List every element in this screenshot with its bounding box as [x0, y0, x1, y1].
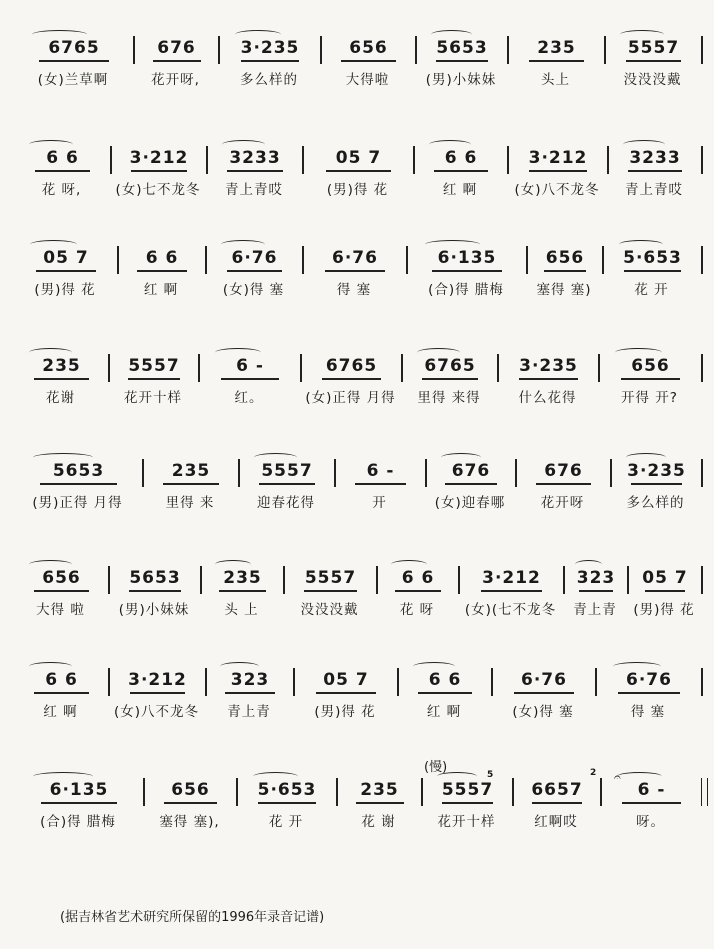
measure-lyric: (男)得 花	[314, 704, 376, 720]
barline	[598, 354, 600, 382]
beam-line	[432, 270, 502, 272]
beam-line	[35, 170, 91, 172]
barline	[302, 146, 304, 174]
measure-lyric: 花 谢	[361, 814, 396, 830]
barline	[491, 668, 493, 696]
measure-notes: 3233	[629, 148, 681, 168]
barline	[512, 778, 514, 806]
slur-mark	[29, 662, 72, 671]
beam-line	[645, 590, 686, 592]
measure-lyric: 里得 来得	[417, 390, 481, 406]
measure-lyric: 花开呀	[540, 495, 585, 511]
slur-mark	[29, 560, 72, 569]
beam-line	[445, 483, 496, 485]
slur-mark	[32, 30, 87, 39]
beam-line	[624, 270, 681, 272]
measure-lyric: 花 呀,	[41, 182, 82, 198]
beam-line	[325, 270, 385, 272]
measure-lyric: 头上	[541, 72, 570, 88]
source-note: (据吉林省艺术研究所保留的1996年录音记谱)	[60, 910, 325, 925]
measure-notes: 5557	[304, 568, 357, 588]
measure-lyric: 大得啦	[345, 72, 390, 88]
measure-notes: 235	[223, 568, 262, 588]
measure-notes: 6 -	[366, 461, 395, 481]
slur-mark	[33, 453, 93, 462]
beam-line	[131, 170, 186, 172]
measure-lyric: 多么样的	[240, 72, 298, 88]
beam-line	[221, 378, 280, 380]
lyrics-line	[0, 698, 714, 720]
beam-line	[622, 802, 680, 804]
barline	[627, 566, 629, 594]
measure-notes: 3233	[229, 148, 281, 168]
measure-lyric: (合)得 腊梅	[40, 814, 116, 830]
measure-lyric: 里得 来	[165, 495, 215, 511]
measure-lyric: 青上青哎	[225, 182, 283, 198]
measure-notes: 235	[42, 356, 81, 376]
barline	[600, 778, 602, 806]
measure-notes: 3·235	[519, 356, 578, 376]
measure-notes: 5653	[52, 461, 105, 481]
beam-line	[442, 802, 494, 804]
slur-mark	[431, 30, 472, 39]
measure-notes: 6 6	[145, 248, 179, 268]
measure-notes: 6 6	[444, 148, 478, 168]
beam-line	[529, 170, 587, 172]
measure-notes: 6·76	[231, 248, 278, 268]
barline	[205, 668, 207, 696]
barline	[200, 566, 202, 594]
beam-line	[628, 170, 682, 172]
barline	[604, 36, 606, 64]
measure-notes: 6 -	[236, 356, 264, 376]
measure-lyric: 头 上	[224, 602, 259, 618]
measure-notes: 323	[576, 568, 616, 588]
beam-line	[219, 590, 266, 592]
beam-line	[227, 170, 282, 172]
measure-lyric: 没没没戴	[623, 72, 682, 88]
measure-lyric: 塞得 塞),	[159, 814, 220, 830]
measure-notes: 6 -	[637, 780, 666, 800]
beam-line	[579, 590, 614, 592]
beam-line	[626, 60, 682, 62]
barline	[236, 778, 238, 806]
slur-mark	[222, 140, 265, 149]
measure-lyric: 花 开	[268, 814, 304, 830]
measure-notes: 5557	[441, 780, 494, 800]
measure-notes: 5557	[627, 38, 680, 58]
beam-line	[529, 60, 585, 62]
barline	[526, 246, 528, 274]
measure-notes: 3·212	[128, 670, 187, 690]
lyrics-line	[0, 384, 714, 406]
beam-line	[395, 590, 441, 592]
notes-line	[0, 664, 714, 698]
slur-mark	[215, 560, 252, 569]
barline	[595, 668, 597, 696]
measure-lyric: 什么花得	[518, 390, 577, 406]
measure-lyric: 多么样的	[626, 495, 685, 511]
measure-notes: 6 6	[45, 670, 78, 690]
beam-line	[41, 802, 118, 804]
barline	[133, 36, 135, 64]
beam-line	[316, 692, 376, 694]
measure-notes: 676	[451, 461, 491, 481]
barline	[610, 459, 612, 487]
barline	[701, 36, 703, 64]
barline	[334, 459, 336, 487]
measure-notes: 5·653	[257, 780, 317, 800]
beam-line	[356, 802, 404, 804]
barline	[701, 246, 703, 274]
measure-notes: 323	[230, 670, 270, 690]
measure-notes: 676	[544, 461, 583, 481]
slur-mark	[417, 348, 460, 357]
barline	[143, 778, 145, 806]
measure-lyric: (男)小妹妹	[425, 72, 497, 88]
beam-line	[436, 60, 488, 62]
measure-lyric: 花开呀,	[151, 72, 200, 88]
barline	[515, 459, 517, 487]
measure-notes: 3·212	[528, 148, 588, 168]
measure-lyric: 花谢	[46, 390, 75, 406]
slur-mark	[626, 453, 667, 462]
measure-notes: 05 7	[43, 248, 89, 268]
barline	[701, 566, 703, 594]
measure-notes: 3·212	[129, 148, 189, 168]
barline	[507, 146, 509, 174]
slur-mark	[619, 240, 664, 249]
barline	[701, 354, 703, 382]
barline	[507, 36, 509, 64]
beam-line	[128, 378, 179, 380]
measure-lyric: 红 啊	[143, 282, 179, 298]
measure-notes: 05 7	[323, 670, 369, 690]
barline	[376, 566, 378, 594]
barline	[300, 354, 302, 382]
measure-lyric: 开得 开?	[621, 390, 678, 406]
beam-line	[481, 590, 542, 592]
beam-line	[326, 170, 391, 172]
barline	[701, 146, 703, 174]
slur-mark	[391, 560, 427, 569]
grace-note-1: 5	[487, 770, 494, 780]
measure-lyric: 红。	[234, 390, 264, 406]
measure-notes: 3·212	[482, 568, 541, 588]
barline	[218, 36, 220, 64]
beam-line	[163, 483, 218, 485]
measure-lyric: (女)正得 月得	[305, 390, 396, 406]
measure-notes: 656	[171, 780, 210, 800]
slur-mark	[617, 772, 663, 781]
measure-notes: 3·235	[627, 461, 686, 481]
measure-lyric: 开	[372, 495, 387, 511]
measure-lyric: (女)迎春哪	[434, 495, 506, 511]
barline	[238, 459, 240, 487]
barline	[142, 459, 144, 487]
measure-notes: 5557	[261, 461, 313, 481]
barline	[607, 146, 609, 174]
slur-mark	[429, 140, 471, 149]
slur-mark	[615, 348, 662, 357]
barline	[108, 566, 110, 594]
measure-lyric: 花 呀	[399, 602, 435, 618]
measure-lyric: 红啊哎	[534, 814, 578, 830]
measure-lyric: (女)八不龙冬	[113, 704, 200, 720]
measure-lyric: 没没没戴	[300, 602, 359, 618]
beam-line	[418, 692, 472, 694]
measure-notes: 5557	[128, 356, 180, 376]
beam-line	[621, 378, 681, 380]
lyrics-line	[0, 66, 714, 88]
beam-line	[137, 270, 187, 272]
lyrics-line	[0, 489, 714, 511]
barline	[206, 146, 208, 174]
notes-line	[0, 350, 714, 384]
barline	[458, 566, 460, 594]
beam-line	[227, 270, 283, 272]
measure-lyric: 红 啊	[442, 182, 478, 198]
barline	[415, 36, 417, 64]
measure-lyric: 花开十样	[124, 390, 182, 406]
lyrics-line	[0, 596, 714, 618]
measure-lyric: 红 啊	[43, 704, 78, 720]
slur-mark	[33, 772, 93, 781]
measure-lyric: (男)正得 月得	[32, 495, 123, 511]
beam-line	[422, 378, 477, 380]
measure-notes: 5653	[129, 568, 181, 588]
measure-lyric: (女)(七不龙冬	[464, 602, 557, 618]
barline	[108, 668, 110, 696]
barline	[198, 354, 200, 382]
beam-line	[153, 60, 201, 62]
notes-line	[0, 242, 714, 276]
barline	[701, 668, 703, 696]
measure-notes: 676	[157, 38, 196, 58]
measure-notes: 235	[360, 780, 399, 800]
measure-notes: 6·135	[49, 780, 109, 800]
notes-line	[0, 562, 714, 596]
measure-lyric: 得 塞	[336, 282, 372, 298]
barline	[563, 566, 565, 594]
measure-lyric: 迎春花得	[257, 495, 315, 511]
measure-lyric: 得 塞	[630, 704, 666, 720]
notes-line	[0, 774, 714, 808]
beam-line	[258, 802, 316, 804]
barline	[293, 668, 295, 696]
slur-mark	[221, 240, 265, 249]
notes-line	[0, 32, 714, 66]
beam-line	[434, 170, 488, 172]
measure-lyric: 花开十样	[437, 814, 496, 830]
beam-line	[322, 378, 380, 380]
barline	[406, 246, 408, 274]
barline	[413, 146, 415, 174]
measure-notes: 235	[171, 461, 211, 481]
barline	[425, 459, 427, 487]
barline	[701, 778, 708, 806]
measure-notes: 6 6	[401, 568, 435, 588]
barline	[283, 566, 285, 594]
measure-lyric: 红 啊	[426, 704, 462, 720]
slur-mark	[575, 560, 602, 569]
measure-notes: 6765	[48, 38, 100, 58]
measure-lyric: (男)小妹妹	[118, 602, 190, 618]
slur-mark	[30, 240, 77, 249]
measure-notes: 6·135	[437, 248, 497, 268]
beam-line	[304, 590, 357, 592]
beam-line	[130, 692, 186, 694]
beam-line	[631, 483, 683, 485]
barline	[497, 354, 499, 382]
grace-note-2: 2	[590, 768, 597, 778]
beam-line	[225, 692, 275, 694]
beam-line	[36, 270, 96, 272]
beam-line	[259, 483, 314, 485]
measure-notes: 6765	[325, 356, 378, 376]
tempo-mark: (慢)	[424, 760, 448, 775]
measure-lyric: (男)得 花	[633, 602, 695, 618]
slur-mark	[413, 662, 455, 671]
beam-line	[34, 692, 88, 694]
beam-line	[618, 692, 679, 694]
measure-notes: 6765	[424, 356, 476, 376]
measure-lyric: (女)八不龙冬	[514, 182, 600, 198]
barline	[110, 146, 112, 174]
measure-lyric: (女)得 塞	[222, 282, 285, 298]
slur-mark	[623, 140, 665, 149]
beam-line	[241, 60, 300, 62]
slur-mark	[215, 348, 261, 357]
measure-notes: 5·653	[623, 248, 682, 268]
slur-mark	[220, 662, 259, 671]
measure-notes: 235	[537, 38, 576, 58]
fermata-icon: 𝄐	[614, 770, 621, 784]
measure-notes: 656	[631, 356, 670, 376]
measure-notes: 3·235	[240, 38, 300, 58]
slur-mark	[425, 240, 480, 249]
measure-notes: 05 7	[335, 148, 382, 168]
slur-mark	[254, 453, 297, 462]
barline	[421, 778, 423, 806]
measure-lyric: 呀。	[636, 814, 665, 830]
barline	[701, 459, 703, 487]
measure-notes: 6 6	[428, 670, 462, 690]
measure-notes: 6·76	[521, 670, 567, 690]
measure-lyric: 青上青	[227, 704, 271, 720]
lyrics-line	[0, 276, 714, 298]
notes-line	[0, 455, 714, 489]
beam-line	[34, 590, 88, 592]
measure-lyric: (女)得 塞	[512, 704, 574, 720]
measure-notes: 6·76	[332, 248, 378, 268]
notes-line	[0, 142, 714, 176]
measure-notes: 656	[545, 248, 585, 268]
measure-notes: 6 6	[46, 148, 79, 168]
measure-lyric: (女)兰草啊	[37, 72, 109, 88]
barline	[401, 354, 403, 382]
slur-mark	[253, 772, 298, 781]
beam-line	[532, 802, 582, 804]
beam-line	[355, 483, 407, 485]
measure-lyric: 青上青	[573, 602, 617, 618]
barline	[602, 246, 604, 274]
beam-line	[40, 483, 116, 485]
barline	[117, 246, 119, 274]
measure-lyric: (男)得 花	[34, 282, 96, 298]
beam-line	[536, 483, 590, 485]
measure-lyric: 大得 啦	[36, 602, 85, 618]
measure-notes: 5653	[436, 38, 488, 58]
measure-lyric: 青上青哎	[625, 182, 683, 198]
measure-lyric: 花 开	[634, 282, 669, 298]
slur-mark	[29, 140, 73, 149]
measure-lyric: (女)七不龙冬	[115, 182, 201, 198]
barline	[302, 246, 304, 274]
measure-lyric: (男)得 花	[326, 182, 389, 198]
slur-mark	[620, 30, 664, 39]
beam-line	[544, 270, 586, 272]
slur-mark	[235, 30, 281, 39]
measure-lyric: 塞得 塞)	[536, 282, 592, 298]
beam-line	[129, 590, 181, 592]
lyrics-line	[0, 176, 714, 198]
barline	[397, 668, 399, 696]
beam-line	[39, 60, 109, 62]
barline	[320, 36, 322, 64]
barline	[205, 246, 207, 274]
measure-notes: 05 7	[642, 568, 688, 588]
slur-mark	[29, 348, 72, 357]
measure-notes: 6·76	[626, 670, 672, 690]
beam-line	[34, 378, 88, 380]
lyrics-line	[0, 808, 714, 830]
measure-notes: 656	[349, 38, 388, 58]
beam-line	[519, 378, 577, 380]
measure-lyric: (合)得 腊梅	[428, 282, 504, 298]
beam-line	[514, 692, 574, 694]
barline	[336, 778, 338, 806]
measure-notes: 6657	[531, 780, 583, 800]
slur-mark	[441, 453, 481, 462]
measure-notes: 656	[42, 568, 81, 588]
beam-line	[164, 802, 217, 804]
slur-mark	[613, 662, 661, 671]
barline	[108, 354, 110, 382]
beam-line	[341, 60, 395, 62]
